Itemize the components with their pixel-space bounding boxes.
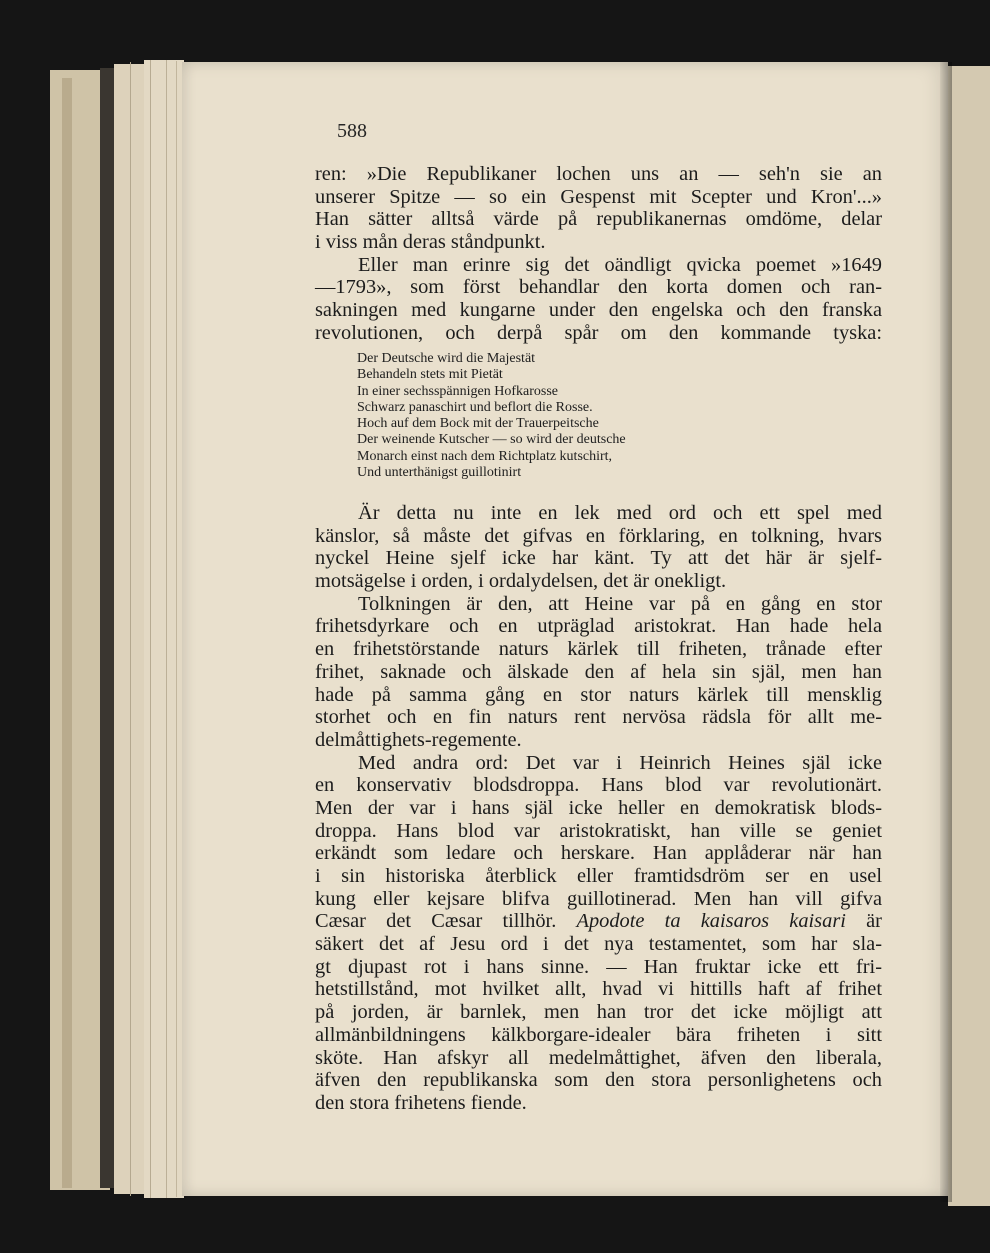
poem-line: Monarch einst nach dem Richtplatz kutschirt, bbox=[357, 448, 613, 464]
text-line: i sin historiska återblick eller framtidsdröm ser en usel bbox=[315, 865, 882, 887]
page-gutter bbox=[940, 62, 952, 1202]
next-page-edge bbox=[948, 66, 990, 1206]
text-line: sakningen med kungarne under den engelska och den franska bbox=[315, 299, 882, 322]
italic-quote: Apodote ta kaisaros kaisari bbox=[576, 910, 846, 933]
poem-line: Behandeln stets mit Pietät bbox=[357, 367, 503, 383]
text-line: allmänbildningens kälkborgare-idealer bära friheten i sitt bbox=[315, 1023, 882, 1046]
poem-line: Der Deutsche wird die Majestät bbox=[357, 351, 536, 366]
poem-quote bbox=[357, 351, 626, 481]
text-line: delmåttighets-regemente. bbox=[315, 728, 522, 751]
text-line: hetstillstånd, mot hvilket allt, hvad vi hittills haft af frihet bbox=[315, 978, 882, 1001]
book-edge-line-2 bbox=[150, 60, 151, 1198]
text-line: den stora frihetens fiende. bbox=[315, 1091, 527, 1114]
text-line: hade på samma gång en stor naturs kärlek till mensklig bbox=[315, 683, 882, 706]
paragraph-top bbox=[315, 163, 882, 345]
text-line: känslor, så måste det gifvas en förklaring, en tolkning, hvars bbox=[315, 524, 882, 547]
text-line: Med andra ord: Det var i Heinrich Heines själ icke bbox=[358, 751, 882, 774]
text-line: —1793», som först behandlar den korta domen och ran- bbox=[315, 276, 882, 299]
text-line: erkändt som ledare och herskare. Han applåderar när han bbox=[315, 842, 882, 865]
poem-line: Hoch auf dem Bock mit der Trauerpeitsche bbox=[357, 416, 599, 432]
text-line: droppa. Hans blod var aristokratiskt, han ville se geniet bbox=[315, 819, 882, 842]
text-line: på jorden, är barnlek, men han tror det icke möjligt att bbox=[315, 1001, 882, 1024]
text-line: motsägelse i orden, i ordalydelsen, det är onekligt. bbox=[315, 570, 727, 593]
book-edge-line-4 bbox=[176, 61, 177, 1197]
poem-line: Und unterthänigst guillotinirt bbox=[357, 465, 522, 481]
book-edge-leaves bbox=[114, 64, 144, 1194]
text-line: Han sätter alltså värde på republikanernas omdöme, delar bbox=[315, 208, 882, 231]
text-segment: Cæsar det Cæsar tillhör. bbox=[315, 910, 557, 933]
text-line: Är detta nu inte en lek med ord och ett spel med bbox=[358, 502, 882, 524]
text-line: Men der var i hans själ icke heller en demokratisk blods- bbox=[315, 796, 882, 819]
text-line: gt djupast rot i hans sinne. — Han fruktar icke ett fri- bbox=[315, 955, 882, 978]
text-line: nyckel Heine sjelf icke har känt. Ty att det här är sjelf- bbox=[315, 547, 882, 570]
text-line: kung eller kejsare blifva guillotinerad. Men han vill gifva bbox=[315, 887, 882, 910]
text-segment: är bbox=[866, 910, 882, 933]
book-edge-line-1 bbox=[130, 62, 131, 1196]
book-edge-band bbox=[62, 78, 72, 1188]
text-line: revolutionen, och derpå spår om den kommande tyska: bbox=[315, 321, 882, 344]
book-edge-dark bbox=[100, 68, 114, 1188]
page-number: 588 bbox=[337, 120, 367, 142]
text-line: ren: »Die Republikaner lochen uns an — seh'n sie an bbox=[315, 163, 882, 185]
poem-line: In einer sechsspännigen Hofkarosse bbox=[357, 383, 558, 399]
text-line-with-italic bbox=[315, 910, 882, 933]
text-line: frihetsdyrkare och en utpräglad aristokrat. Han hade hela bbox=[315, 615, 882, 638]
text-line: en konservativ blodsdroppa. Hans blod var revolutionärt. bbox=[315, 774, 882, 797]
poem-line: Schwarz panaschirt und beflort die Rosse. bbox=[357, 399, 593, 415]
text-line: säkert det af Jesu ord i det nya testamentet, som har sla- bbox=[315, 933, 882, 956]
text-line: sköte. Han afskyr all medelmåttighet, äfven den liberala, bbox=[315, 1046, 882, 1069]
book-edge-line-3 bbox=[166, 60, 167, 1198]
text-line: frihet, saknade och älskade den af hela sin själ, men han bbox=[315, 660, 882, 683]
text-line: Tolkningen är den, att Heine var på en gång en stor bbox=[358, 592, 882, 615]
poem-line: Der weinende Kutscher — so wird der deutsche bbox=[357, 432, 626, 448]
text-line: storhet och en fin naturs rent nervösa rädsla för allt me- bbox=[315, 706, 882, 729]
text-line: i viss mån deras ståndpunkt. bbox=[315, 231, 546, 254]
text-line: en frihetstörstande naturs kärlek till friheten, trånade efter bbox=[315, 638, 882, 661]
paragraph-bottom bbox=[315, 502, 882, 1115]
text-line: Eller man erinre sig det oändligt qvicka poemet »1649 bbox=[358, 253, 882, 276]
text-line: äfven den republikanska som den stora personlighetens och bbox=[315, 1069, 882, 1092]
text-line: unserer Spitze — so ein Gespenst mit Scepter und Kron'...» bbox=[315, 185, 882, 208]
